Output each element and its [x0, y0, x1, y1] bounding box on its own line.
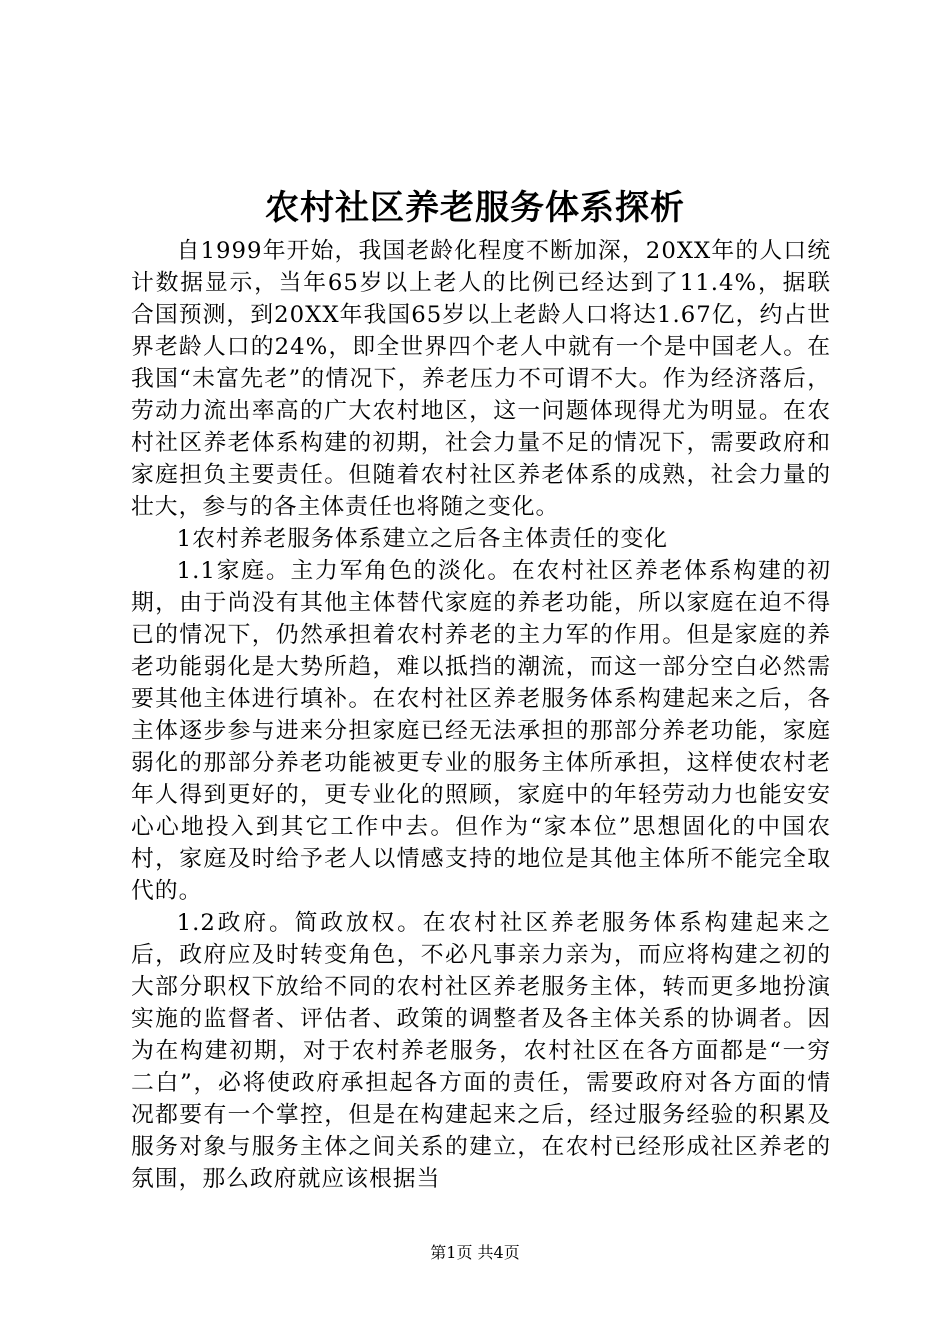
section-heading-1: 1农村养老服务体系建立之后各主体责任的变化 — [176, 526, 669, 552]
paragraph-government: 1.2政府。简政放权。在农村社区养老服务体系构建起来之后，政府应及时转变角色，不必凡事亲力亲为，而应将构建之初的大部分职权下放给不同的农村社区养老服务主体，转而更多地扮演实施的监督者、评估者、政策的调整者及各主体关系的协调者。因为在构建初期，对于农村养老服务，农村社区在各方面都是“一穷二白”，必将使政府承担起各方面的责任，需要政府对各方面的情况都要有一个掌控，但是在构建起来之后，经过服务经验的积累及服务对象与服务主体之间关系的建立，在农村已经形成社区养老的氛围，那么政府就应该根据当 — [131, 910, 831, 1192]
document-body — [131, 235, 831, 1195]
paragraph-family: 1.1家庭。主力军角色的淡化。在农村社区养老体系构建的初期，由于尚没有其他主体替代家庭的养老功能，所以家庭在迫不得已的情况下，仍然承担着农村养老的主力军的作用。但是家庭的养老功能弱化是大势所趋，难以抵挡的潮流，而这一部分空白必然需要其他主体进行填补。在农村社区养老服务体系构建起来之后，各主体逐步参与进来分担家庭已经无法承担的那部分养老功能，家庭弱化的那部分养老功能被更专业的服务主体所承担，这样使农村老年人得到更好的，更专业化的照顾，家庭中的年轻劳动力也能安安心心地投入到其它工作中去。但作为“家本位”思想固化的中国农村，家庭及时给予老人以情感支持的地位是其他主体所不能完全取代的。 — [131, 558, 831, 904]
page-number-footer: 第1页 共4页 — [430, 1243, 520, 1262]
paragraph-intro: 自1999年开始，我国老龄化程度不断加深，20XX年的人口统计数据显示，当年65岁以上老人的比例已经达到了11.4%，据联合国预测，到20XX年我国65岁以上老龄人口将达1.67亿，约占世界老龄人口的24%，即全世界四个老人中就有一个是中国老人。在我国“未富先老”的情况下，养老压力不可谓不大。作为经济落后，劳动力流出率高的广大农村地区，这一问题体现得尤为明显。在农村社区养老体系构建的初期，社会力量不足的情况下，需要政府和家庭担负主要责任。但随着农村社区养老体系的成熟，社会力量的壮大，参与的各主体责任也将随之变化。 — [131, 238, 831, 520]
document-title: 农村社区养老服务体系探析 — [265, 188, 685, 228]
